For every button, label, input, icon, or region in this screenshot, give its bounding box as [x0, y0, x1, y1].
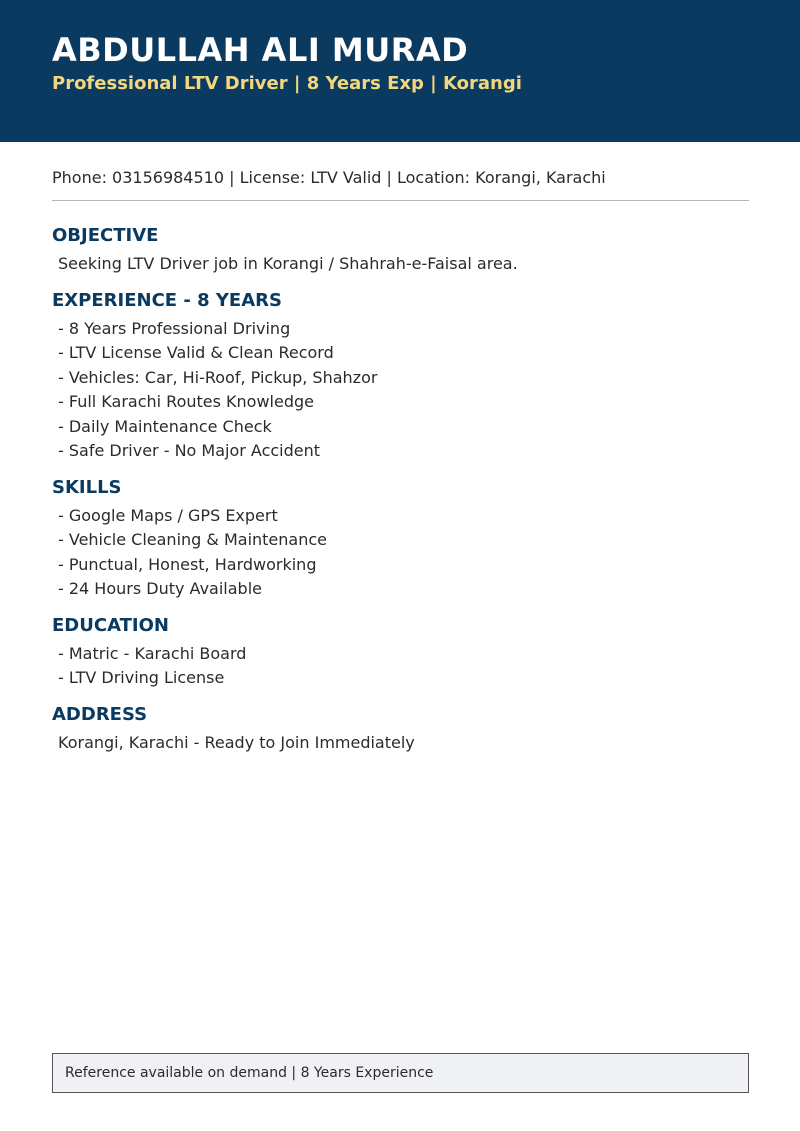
- objective-text: Seeking LTV Driver job in Korangi / Shahrah-e-Faisal area.: [58, 254, 518, 273]
- skills-list: [52, 504, 749, 602]
- divider: [52, 200, 749, 201]
- education-list: [52, 642, 749, 691]
- experience-item: - Safe Driver - No Major Accident: [58, 441, 321, 460]
- resume-body: [52, 224, 749, 767]
- skill-item: - Vehicle Cleaning & Maintenance: [58, 530, 327, 549]
- experience-item: - 8 Years Professional Driving: [58, 318, 291, 338]
- section-address: [52, 703, 749, 756]
- section-title-education: EDUCATION: [52, 614, 169, 636]
- candidate-tagline: Professional LTV Driver | 8 Years Exp | Korangi: [52, 73, 522, 94]
- experience-list: [52, 317, 749, 464]
- section-skills: [52, 476, 749, 602]
- section-experience: [52, 289, 749, 464]
- contact-line: Phone: 03156984510 | License: LTV Valid | Location: Korangi, Karachi: [52, 168, 606, 187]
- skill-item: - 24 Hours Duty Available: [58, 579, 262, 598]
- section-education: [52, 614, 749, 691]
- education-item: - LTV Driving License: [58, 668, 225, 687]
- experience-item: - Full Karachi Routes Knowledge: [58, 392, 314, 411]
- resume-header: [0, 0, 800, 142]
- section-title-address: ADDRESS: [52, 703, 148, 725]
- skill-item: - Punctual, Honest, Hardworking: [58, 554, 317, 574]
- candidate-name: ABDULLAH ALI MURAD: [52, 31, 469, 69]
- skill-item: - Google Maps / GPS Expert: [58, 505, 278, 525]
- footer-text: Reference available on demand | 8 Years Experience: [65, 1065, 434, 1081]
- section-title-experience: EXPERIENCE - 8 YEARS: [52, 289, 282, 311]
- section-title-skills: SKILLS: [52, 476, 122, 498]
- section-objective: [52, 224, 749, 277]
- experience-item: - LTV License Valid & Clean Record: [58, 343, 334, 362]
- experience-item: - Daily Maintenance Check: [58, 416, 272, 436]
- footer-box: [52, 1053, 749, 1093]
- section-title-objective: OBJECTIVE: [52, 225, 159, 246]
- education-item: - Matric - Karachi Board: [58, 643, 247, 663]
- address-text: Korangi, Karachi - Ready to Join Immediately: [58, 732, 415, 752]
- experience-item: - Vehicles: Car, Hi-Roof, Pickup, Shahzor: [58, 367, 378, 387]
